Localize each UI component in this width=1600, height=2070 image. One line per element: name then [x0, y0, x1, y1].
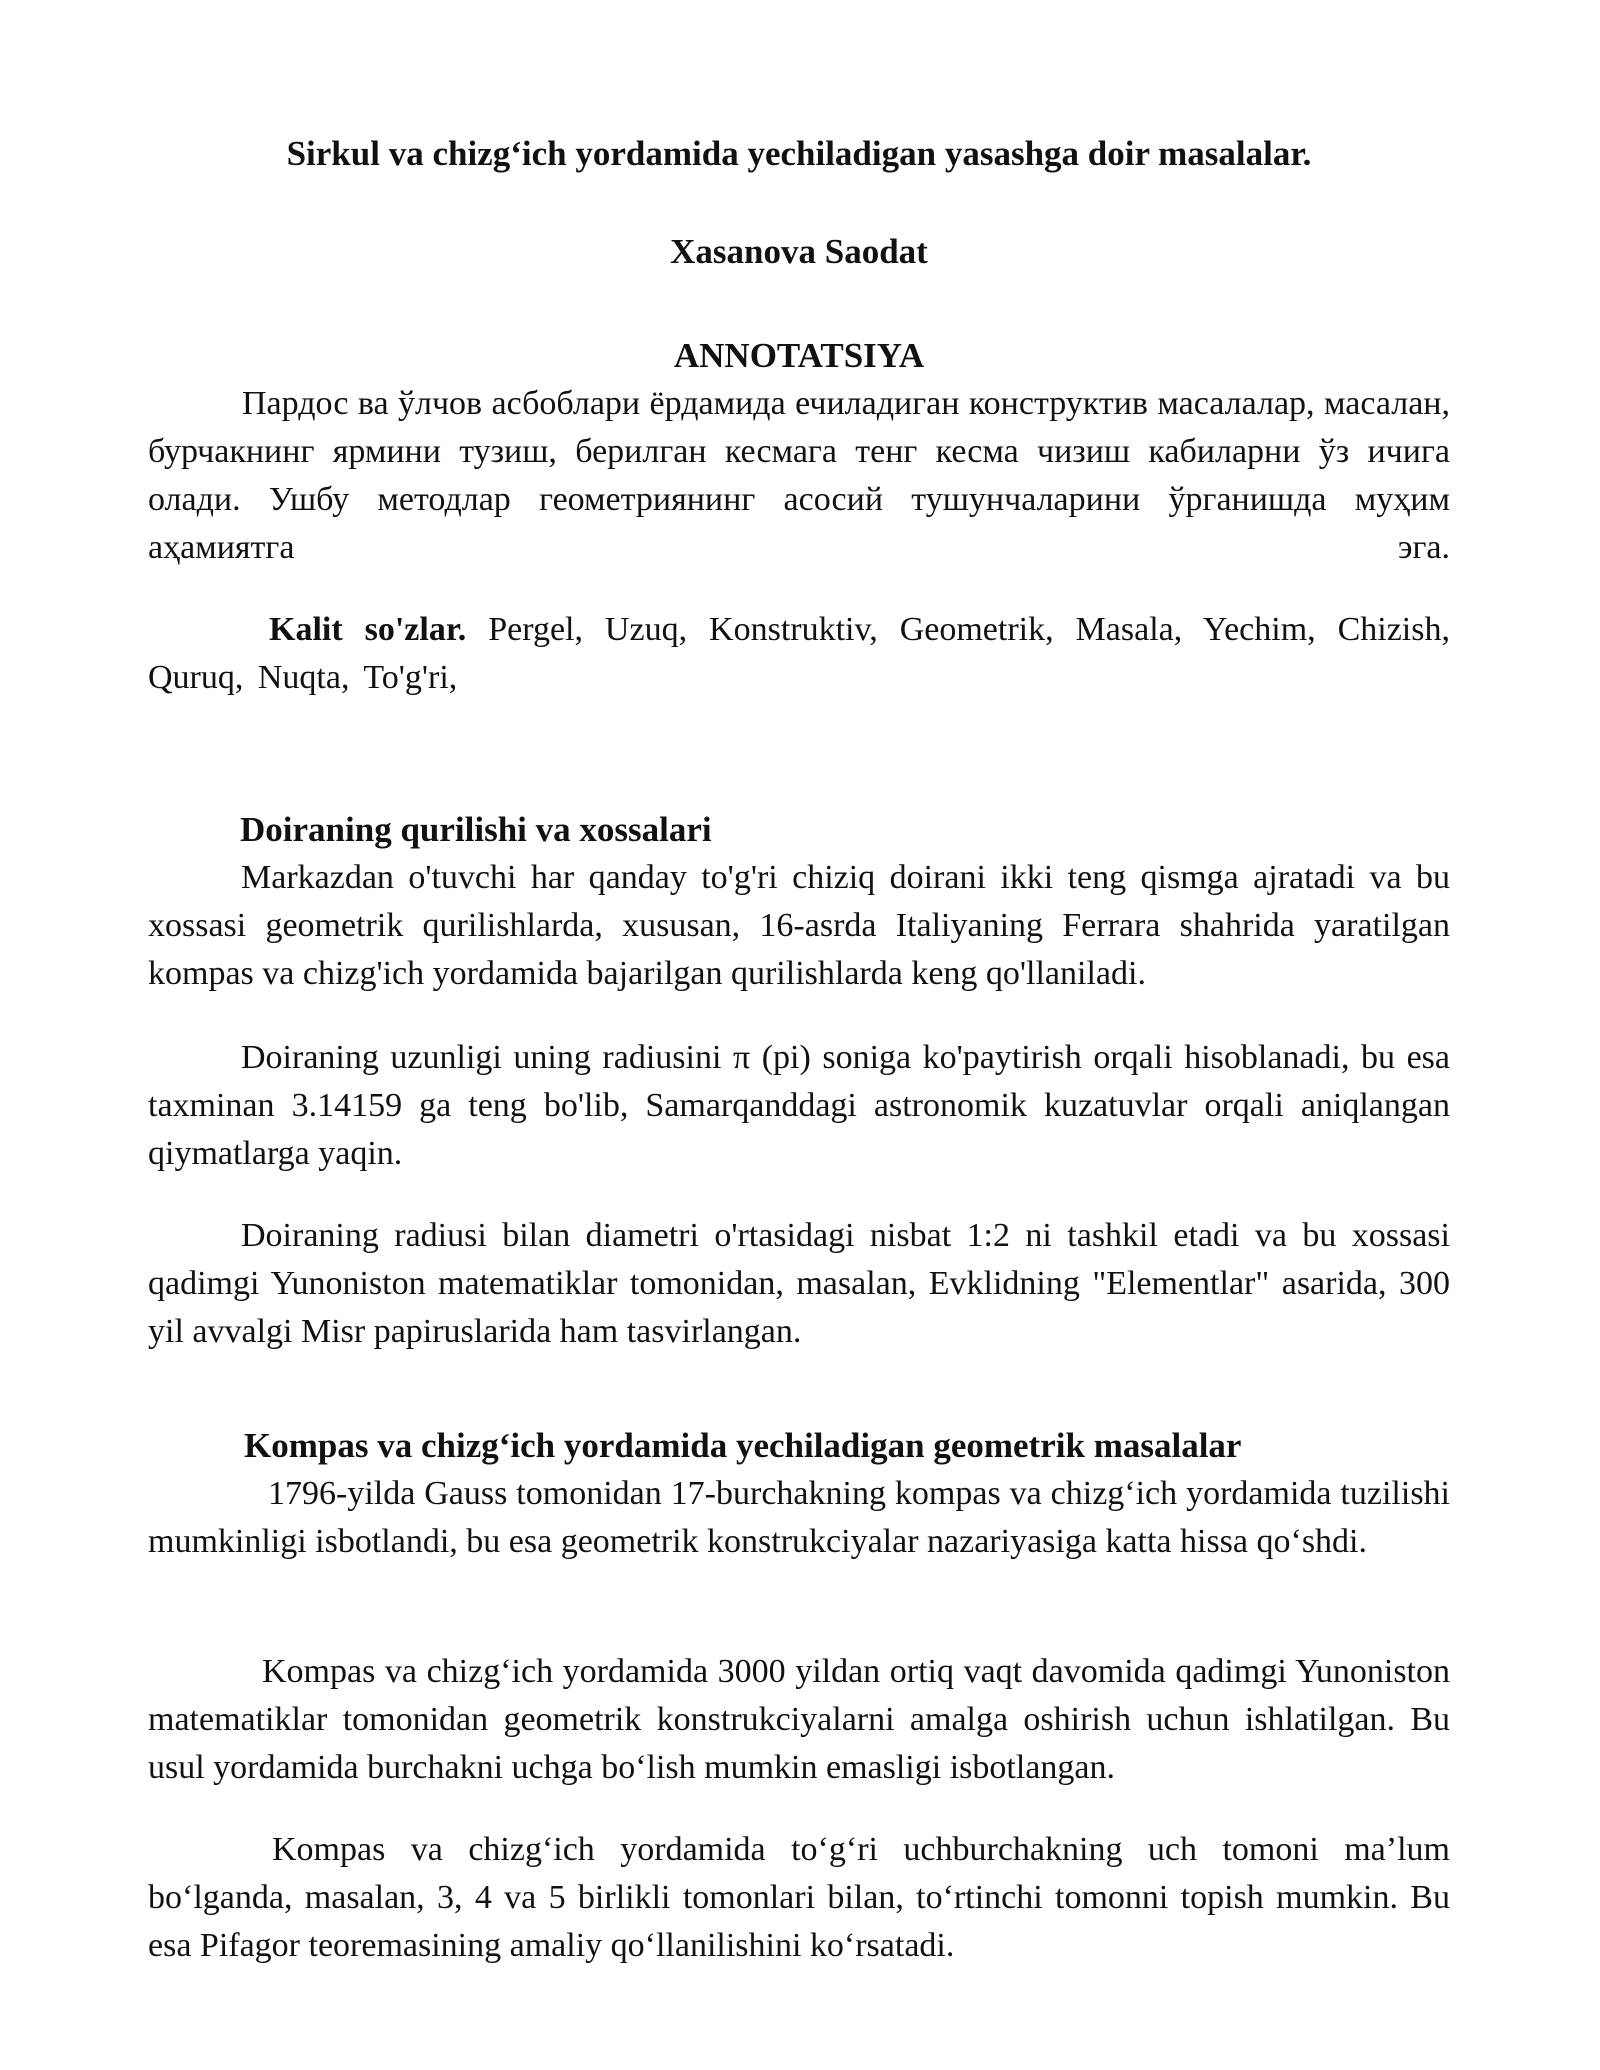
keywords-list: Pergel, Uzuq, Konstruktiv, Geometrik, Masala, Yechim, Chizish, Quruq, Nuqta, To'g'ri,: [148, 611, 1450, 696]
section-1-paragraph-1: Markazdan o'tuvchi har qanday to'g'ri chiziq doirani ikki teng qismga ajratadi va bu xossasi geometrik qurilishlarda, xususan, 16-asrda Italiyaning Ferrara shahrida yaratilgan kompas va chizg'ich yordamida bajarilgan qurilishlarda keng qo'llaniladi.: [148, 859, 1450, 992]
keywords-label: Kalit so'zlar.: [269, 611, 467, 648]
section-1-paragraph-2: Doiraning uzunligi uning radiusini π (pi) soniga ko'paytirish orqali hisoblanadi, bu esa taxminan 3.14159 ga teng bo'lib, Samarqanddagi astronomik kuzatuvlar orqali aniqlangan qiymatlarga yaqin.: [148, 1039, 1450, 1172]
section-2-paragraph-1: 1796-yilda Gauss tomonidan 17-burchakning kompas va chizg‘ich yordamida tuzilishi mumkinligi isbotlandi, bu esa geometrik konstrukciyalar nazariyasiga katta hissa qo‘shdi.: [148, 1475, 1450, 1560]
section-heading-compass-problems: Kompas va chizg‘ich yordamida yechiladigan geometrik masalalar: [244, 1426, 1242, 1465]
author-name: Xasanova Saodat: [670, 232, 928, 271]
section-2-paragraph-2: Kompas va chizg‘ich yordamida 3000 yildan ortiq vaqt davomida qadimgi Yunoniston matematiklar tomonidan geometrik konstrukciyalarni amalga oshirish uchun ishlatilgan. Bu usul yordamida burchakni uchga bo‘lish mumkin emasligi isbotlangan.: [148, 1653, 1450, 1786]
keywords-line: [148, 606, 1450, 702]
document-title: Sirkul va chizg‘ich yordamida yechiladigan yasashga doir masalalar.: [286, 134, 1312, 173]
section-1-paragraph-3: Doiraning radiusi bilan diametri o'rtasidagi nisbat 1:2 ni tashkil etadi va bu xossasi qadimgi Yunoniston matematiklar tomonidan, masalan, Evklidning "Elementlar" asarida, 300 yil avvalgi Misr papiruslarida ham tasvirlangan.: [148, 1217, 1450, 1350]
section-2-paragraph-3: Kompas va chizg‘ich yordamida to‘g‘ri uchburchakning uch tomoni ma’lum bo‘lganda, masalan, 3, 4 va 5 birlikli tomonlari bilan, to‘rtinchi tomonni topish mumkin. Bu esa Pifagor teoremasining amaliy qo‘llanilishini ko‘rsatadi.: [148, 1831, 1450, 1964]
section-heading-circle-construction: Doiraning qurilishi va xossalari: [240, 810, 712, 849]
annotation-text: Пардос ва ўлчов асбоблари ёрдамида ечиладиган конструктив масалалар, масалан, бурчакнинг ярмини тузиш, берилган кесмага тенг кесма чизиш кабиларни ўз ичига олади. Ушбу методлар геометриянинг асосий тушунчаларини ўрганишда муҳим аҳамиятга эга.: [148, 385, 1450, 566]
annotation-heading: ANNOTATSIYA: [673, 336, 925, 375]
